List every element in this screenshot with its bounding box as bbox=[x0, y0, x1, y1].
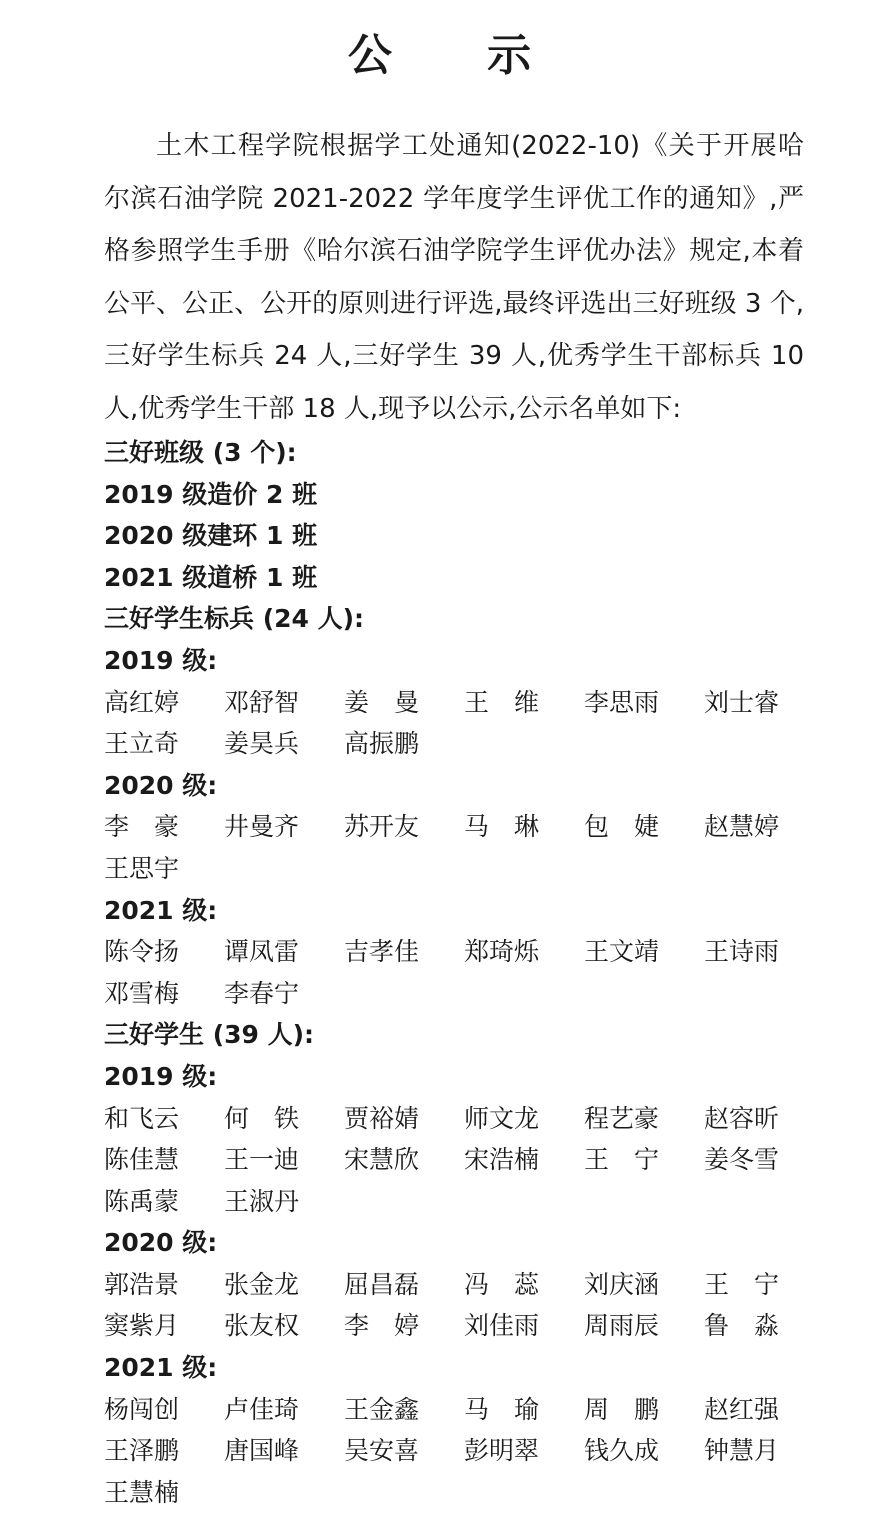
section-heading: 三好学生标兵 (24 人): bbox=[104, 604, 365, 634]
student-name: 何 铁 bbox=[224, 1103, 300, 1133]
student-name: 师文龙 bbox=[464, 1103, 540, 1133]
notice-title: 公 示 bbox=[347, 30, 572, 81]
student-name: 邓舒智 bbox=[224, 687, 300, 717]
student-name: 程艺豪 bbox=[584, 1103, 660, 1133]
student-name: 高红婷 bbox=[104, 687, 180, 717]
student-name: 陈令扬 bbox=[104, 937, 180, 967]
class-line: 2020 级建环 1 班 bbox=[104, 521, 318, 551]
student-name: 赵红强 bbox=[704, 1394, 780, 1424]
student-name: 王一迪 bbox=[224, 1145, 300, 1175]
student-name: 张金龙 bbox=[224, 1269, 300, 1299]
student-name: 王文靖 bbox=[584, 937, 660, 967]
student-name: 鲁 淼 bbox=[704, 1311, 780, 1341]
grade-label: 2020 级: bbox=[104, 1228, 218, 1258]
student-name: 王 宁 bbox=[704, 1269, 780, 1299]
student-name: 宋浩楠 bbox=[464, 1145, 540, 1175]
student-name: 苏开友 bbox=[344, 812, 420, 842]
grade-label: 2021 级: bbox=[104, 895, 218, 925]
student-name: 李 豪 bbox=[104, 812, 180, 842]
student-name: 刘士睿 bbox=[704, 687, 780, 717]
student-name: 马 琳 bbox=[464, 812, 540, 842]
student-name: 姜冬雪 bbox=[704, 1145, 780, 1175]
student-name: 姜 曼 bbox=[344, 687, 420, 717]
student-name: 王立奇 bbox=[104, 729, 180, 759]
name-list bbox=[104, 931, 824, 1014]
student-name: 王思宇 bbox=[104, 853, 180, 883]
student-name: 王诗雨 bbox=[704, 937, 780, 967]
student-name: 马 瑜 bbox=[464, 1394, 540, 1424]
student-name: 钱久成 bbox=[584, 1436, 660, 1466]
student-name: 王金鑫 bbox=[344, 1394, 420, 1424]
student-name: 屈昌磊 bbox=[344, 1269, 420, 1299]
student-name: 李 婷 bbox=[344, 1311, 420, 1341]
grade-label: 2020 级: bbox=[104, 770, 218, 800]
student-name: 杨闯创 bbox=[104, 1394, 180, 1424]
name-list bbox=[104, 806, 824, 889]
student-name: 赵容昕 bbox=[704, 1103, 780, 1133]
student-name: 王泽鹏 bbox=[104, 1436, 180, 1466]
student-name: 吴安喜 bbox=[344, 1436, 420, 1466]
student-name: 陈禹蒙 bbox=[104, 1186, 180, 1216]
student-name: 井曼齐 bbox=[224, 812, 300, 842]
name-list bbox=[104, 1389, 824, 1514]
class-line: 2019 级造价 2 班 bbox=[104, 479, 318, 509]
student-name: 宋慧欣 bbox=[344, 1145, 420, 1175]
grade-label: 2021 级: bbox=[104, 1353, 218, 1383]
student-name: 贾裕婧 bbox=[344, 1103, 420, 1133]
student-name: 郑琦烁 bbox=[464, 937, 540, 967]
notice-content bbox=[104, 432, 824, 1513]
grade-label: 2019 级: bbox=[104, 1061, 218, 1091]
student-name: 冯 蕊 bbox=[464, 1269, 540, 1299]
class-line: 2021 级道桥 1 班 bbox=[104, 562, 318, 592]
student-name: 姜昊兵 bbox=[224, 729, 300, 759]
student-name: 陈佳慧 bbox=[104, 1145, 180, 1175]
student-name: 吉孝佳 bbox=[344, 937, 420, 967]
student-name: 张友权 bbox=[224, 1311, 300, 1341]
name-list bbox=[104, 682, 824, 765]
student-name: 周雨辰 bbox=[584, 1311, 660, 1341]
notice-intro-paragraph: 土木工程学院根据学工处通知(2022-10)《关于开展哈尔滨石油学院 2021-2022 学年度学生评优工作的通知》,严格参照学生手册《哈尔滨石油学院学生评优办法》规定,本着公平、公正、公开的原则进行评选,最终评选出三好班级 3 个,三好学生标兵 24 人,三好学生 39 人,优秀学生干部标兵 10 人,优秀学生干部 18 人,现予以公示,公示名单如下: bbox=[104, 131, 804, 424]
name-list bbox=[104, 1264, 824, 1347]
student-name: 钟慧月 bbox=[704, 1436, 780, 1466]
section-heading: 三好学生 (39 人): bbox=[104, 1020, 315, 1050]
student-name: 王 宁 bbox=[584, 1145, 660, 1175]
section-heading: 三好班级 (3 个): bbox=[104, 438, 297, 467]
grade-label: 2019 级: bbox=[104, 645, 218, 675]
student-name: 高振鹏 bbox=[344, 729, 420, 759]
student-name: 郭浩景 bbox=[104, 1269, 180, 1299]
student-name: 谭凤雷 bbox=[224, 937, 300, 967]
student-name: 刘庆涵 bbox=[584, 1269, 660, 1299]
student-name: 刘佳雨 bbox=[464, 1311, 540, 1341]
student-name: 窦紫月 bbox=[104, 1311, 180, 1341]
student-name: 王慧楠 bbox=[104, 1477, 180, 1507]
student-name: 王 维 bbox=[464, 687, 540, 717]
student-name: 王淑丹 bbox=[224, 1186, 300, 1216]
student-name: 李春宁 bbox=[224, 978, 300, 1008]
student-name: 赵慧婷 bbox=[704, 812, 780, 842]
student-name: 彭明翠 bbox=[464, 1436, 540, 1466]
student-name: 李思雨 bbox=[584, 687, 660, 717]
student-name: 邓雪梅 bbox=[104, 978, 180, 1008]
student-name: 卢佳琦 bbox=[224, 1394, 300, 1424]
student-name: 包 婕 bbox=[584, 812, 660, 842]
student-name: 周 鹏 bbox=[584, 1394, 660, 1424]
student-name: 和飞云 bbox=[104, 1103, 180, 1133]
name-list bbox=[104, 1098, 824, 1223]
student-name: 唐国峰 bbox=[224, 1436, 300, 1466]
